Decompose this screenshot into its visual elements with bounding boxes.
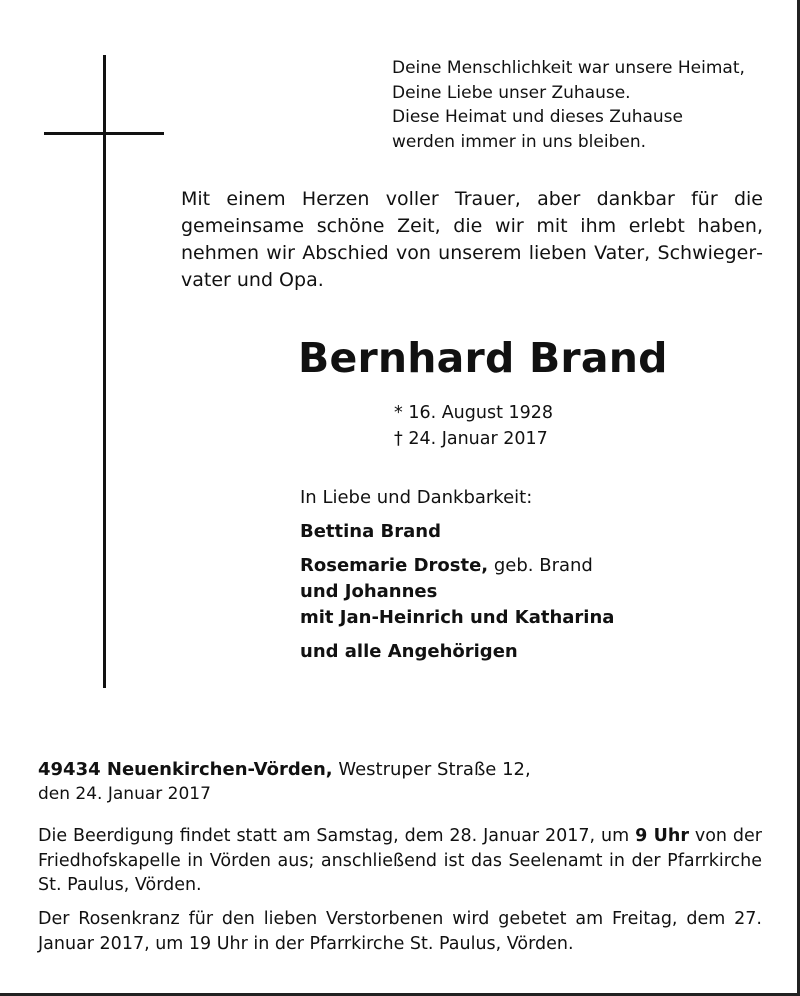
poem-line: Deine Menschlichkeit war unsere Heimat,: [392, 58, 745, 78]
mourner-name: Rosemarie Droste,: [300, 555, 489, 576]
mourner-children: mit Jan-Heinrich und Katharina: [300, 607, 615, 628]
mourners-heading: In Liebe und Dankbarkeit:: [300, 487, 533, 508]
poem-line: Diese Heimat und dieses Zuhause: [392, 107, 684, 127]
mourners-others: und alle Angehörigen: [300, 641, 518, 662]
address-town: 49434 Neuenkirchen-Vörden,: [38, 759, 333, 780]
funeral-text-before: Die Beerdigung findet statt am Samstag, dem 28. Januar 2017, um: [38, 826, 636, 846]
funeral-info: [38, 824, 762, 898]
mourner-name: Bettina Brand: [300, 521, 441, 542]
notice-date: den 24. Januar 2017: [38, 784, 211, 804]
poem-line: Deine Liebe unser Zuhause.: [392, 82, 631, 103]
address-line: [38, 757, 531, 782]
poem: [392, 56, 745, 154]
address-block: [38, 757, 531, 807]
cross-horizontal-beam: [44, 132, 164, 135]
cross-vertical-beam: [103, 55, 106, 688]
poem-line: werden immer in uns bleiben.: [392, 131, 647, 152]
funeral-time: 9 Uhr: [635, 826, 689, 846]
mourner-maiden-name: geb. Brand: [488, 555, 593, 576]
address-street: Westruper Straße 12,: [332, 759, 531, 780]
intro-text: Mit einem Herzen voller Trauer, aber dankbar für die gemeinsame schöne Zeit, die wir mit ihm erlebt haben, nehmen wir Abschied von unserem lieben Vater, Schwiegervater und Opa.: [181, 188, 763, 291]
mourner-spouse: und Johannes: [300, 581, 438, 602]
rosary-info: Der Rosenkranz für den lieben Verstorbenen wird gebetet am Freitag, dem 27. Januar 2017, um 19 Uhr in der Pfarrkirche St. Paulus, Vörden.: [38, 909, 762, 954]
mourner-entry: [300, 555, 593, 576]
birth-date: * 16. August 1928: [394, 403, 554, 423]
death-date: † 24. Januar 2017: [394, 429, 548, 449]
life-dates: [394, 400, 553, 452]
deceased-name: Bernhard Brand: [298, 334, 668, 382]
funeral-text-after: von der Friedhofskapelle in Vörden aus; anschließend ist das Seelenamt in der Pfarrkirche St. Paulus, Vörden.: [38, 826, 762, 895]
